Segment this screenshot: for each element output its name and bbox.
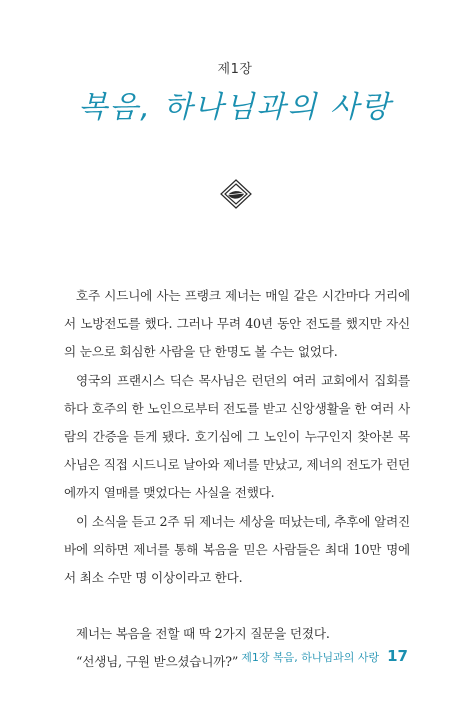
chapter-title: 복음, 하나님과의 사랑 <box>78 90 392 125</box>
page-footer <box>241 647 408 665</box>
body-text <box>64 282 410 677</box>
envelope-leaf-icon <box>218 178 254 210</box>
chapter-label: 제1장 <box>217 62 253 77</box>
paragraph-4: 제너는 복음을 전할 때 딱 2가지 질문을 던졌다. <box>76 626 330 642</box>
quote-line: “선생님, 구원 받으셨습니까?” <box>76 654 239 670</box>
running-head: 제1장 복음, 하나님과의 사랑 <box>241 651 380 664</box>
page-number: 17 <box>387 647 408 665</box>
paragraph-2: 영국의 프랜시스 딕슨 목사님은 런던의 여러 교회에서 집회를 하다 호주의 한 노인으로부터 전도를 받고 신앙생활을 한 여러 사람의 간증을 듣게 됐다. 호기심에 그 노인이 누구인지 찾아본 목사님은 직접 시드니로 날아와 제너를 만났고, 제너의 전도가 런던에까지 열매를 맺었다는 사실을 전했다. <box>64 372 410 501</box>
paragraph-spacer <box>64 592 410 620</box>
paragraph-3: 이 소식을 듣고 2주 뒤 제너는 세상을 떠났는데, 추후에 알려진 바에 의하면 제너를 통해 복음을 믿은 사람들은 최대 10만 명에서 최소 수만 명 이상이라고 한다. <box>64 513 410 586</box>
paragraph-1: 호주 시드니에 사는 프랭크 제너는 매일 같은 시간마다 거리에서 노방전도를 했다. 그러나 무려 40년 동안 전도를 했지만 자신의 눈으로 회심한 사람을 단 한명도 볼 수는 없었다. <box>64 288 410 360</box>
